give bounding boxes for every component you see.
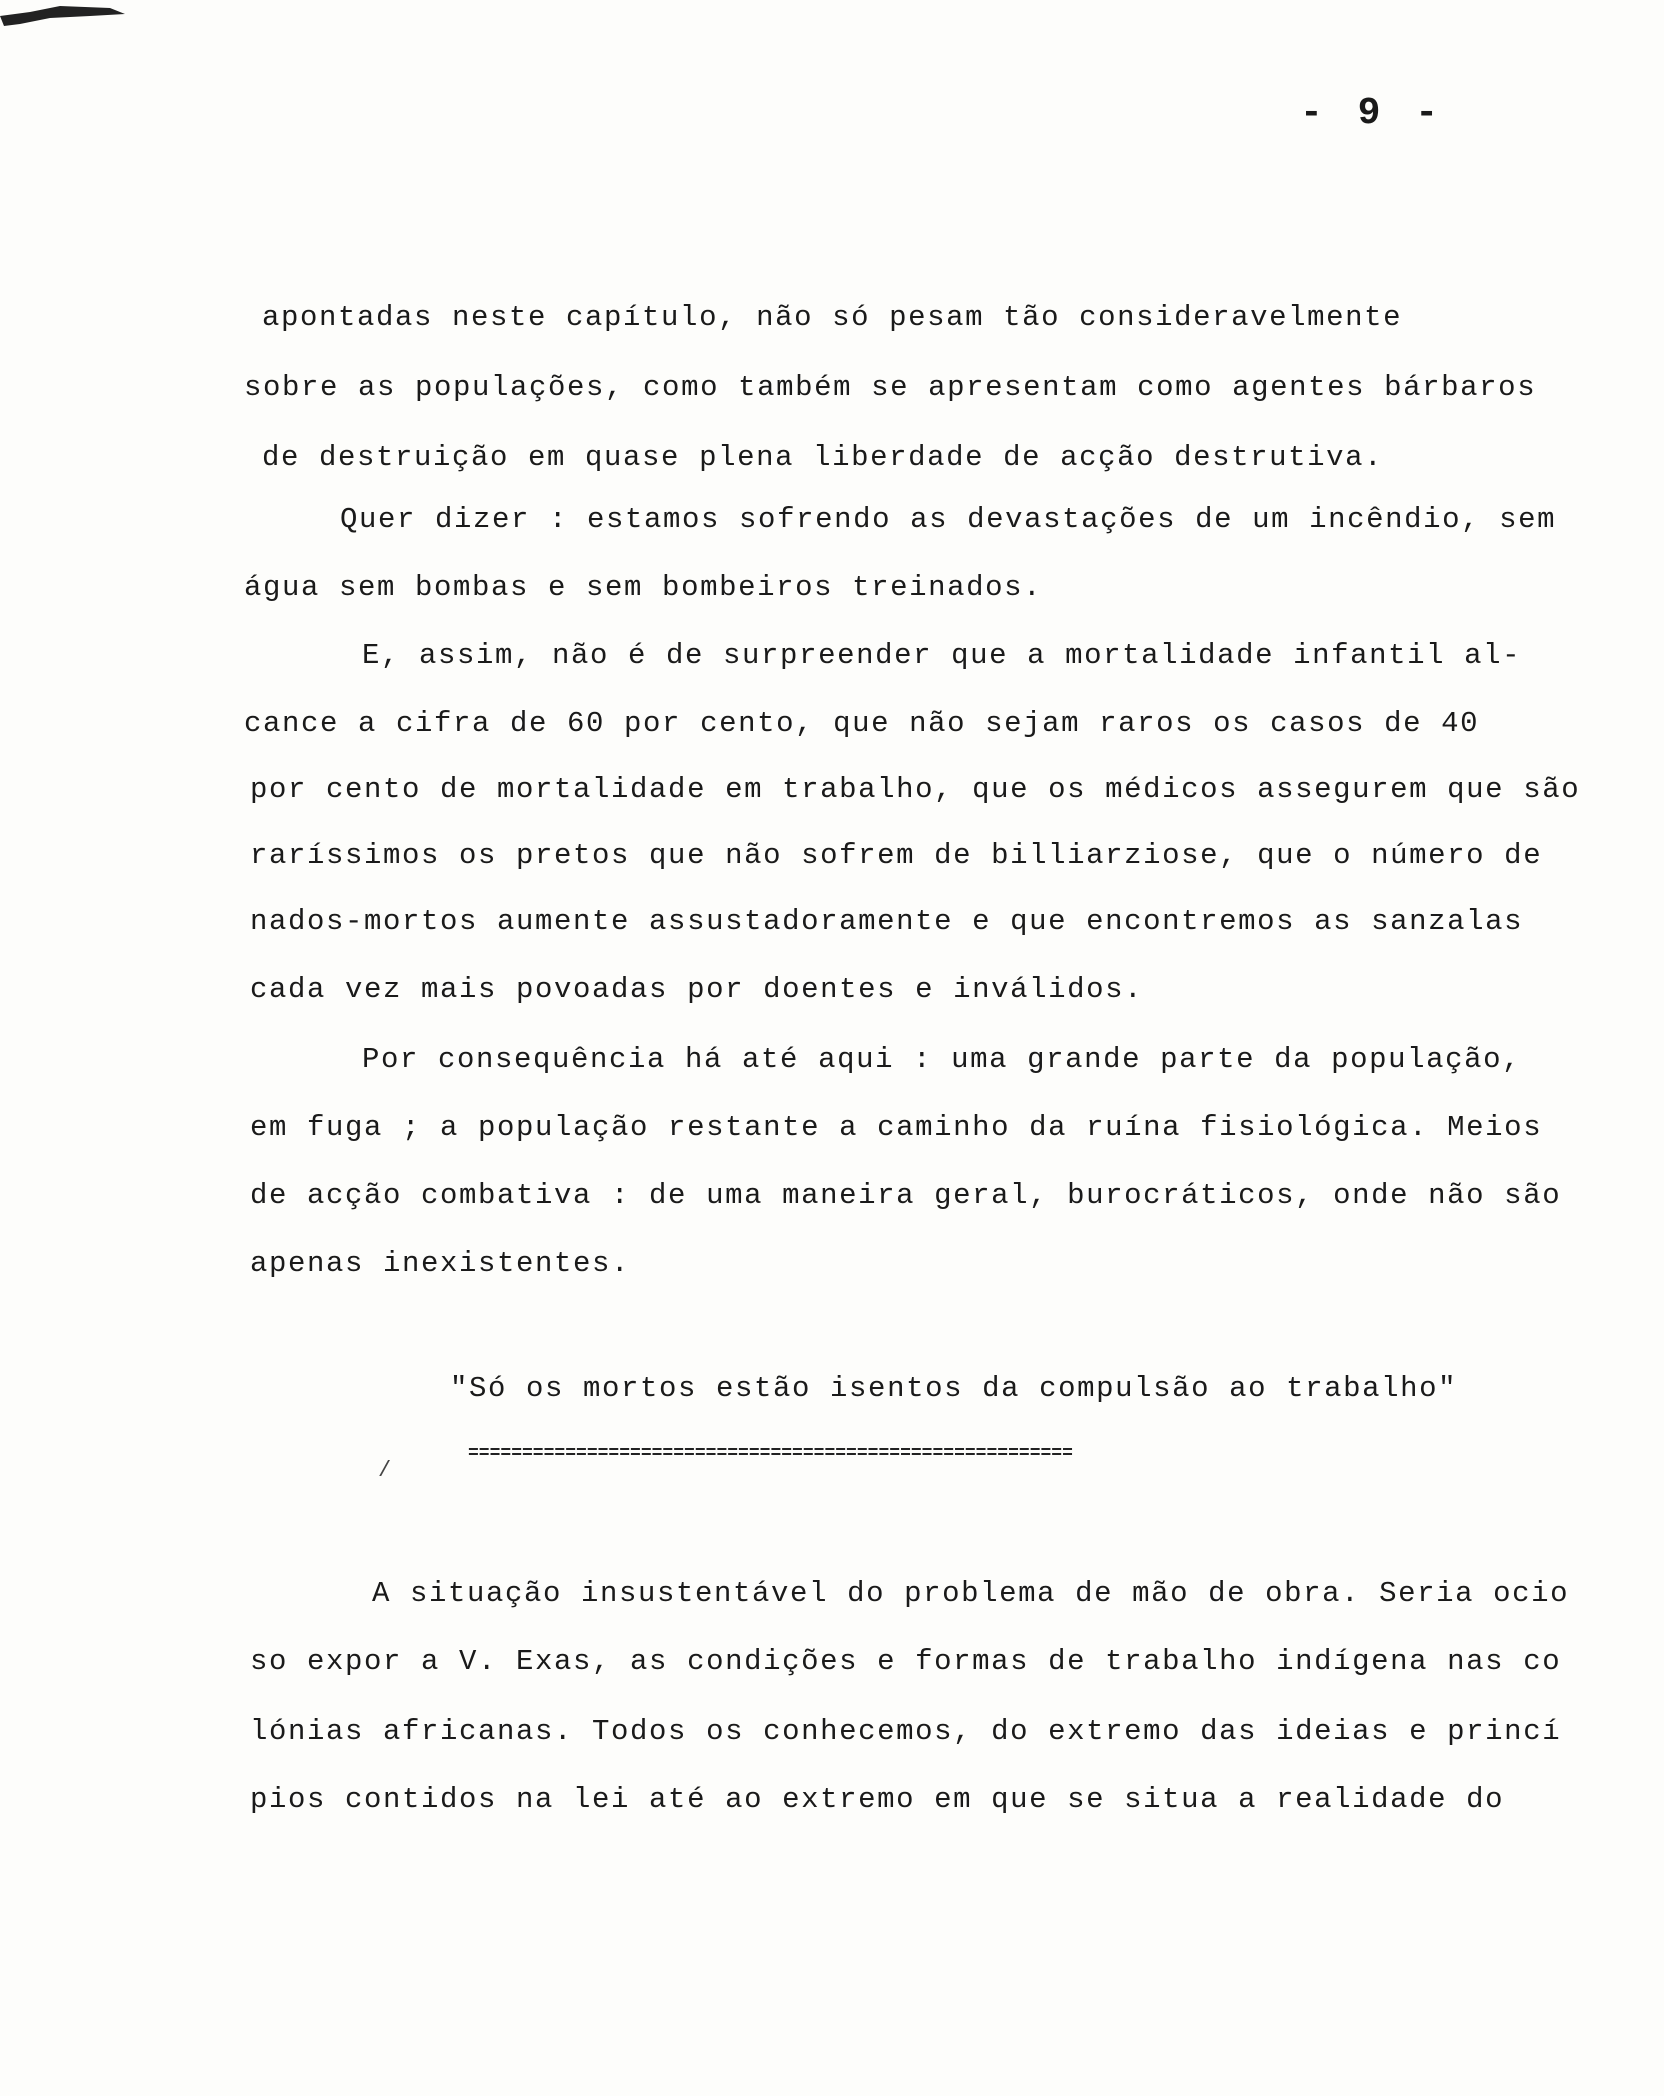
text-line: de destruição em quase plena liberdade de acção destrutiva. [262, 441, 1384, 474]
heading-underline: ======================================================== [468, 1444, 1073, 1464]
section-heading: "Só os mortos estão isentos da compulsão ao trabalho" [450, 1372, 1458, 1405]
text-line: so expor a V. Exas, as condições e formas de trabalho indígena nas co [250, 1645, 1562, 1678]
text-line: E, assim, não é de surpreender que a mortalidade infantil al- [362, 639, 1522, 672]
text-line: apenas inexistentes. [250, 1247, 631, 1280]
text-line: lónias africanas. Todos os conhecemos, do extremo das ideias e princí [250, 1715, 1562, 1748]
text-line: Por consequência há até aqui : uma grande parte da população, [362, 1043, 1522, 1076]
text-line: A situação insustentável do problema de mão de obra. Seria ocio [372, 1577, 1570, 1610]
text-line: Quer dizer : estamos sofrendo as devastações de um incêndio, sem [340, 503, 1557, 536]
text-line: raríssimos os pretos que não sofrem de billiarziose, que o número de [250, 839, 1543, 872]
stray-mark: / [378, 1458, 392, 1483]
text-line: por cento de mortalidade em trabalho, que os médicos assegurem que são [250, 773, 1581, 806]
text-line: sobre as populações, como também se apresentam como agentes bárbaros [244, 371, 1537, 404]
text-line: cance a cifra de 60 por cento, que não sejam raros os casos de 40 [244, 707, 1480, 740]
text-line: em fuga ; a população restante a caminho da ruína fisiológica. Meios [250, 1111, 1543, 1144]
text-line: água sem bombas e sem bombeiros treinados. [244, 571, 1043, 604]
page-number: - 9 - [1300, 92, 1445, 135]
text-line: cada vez mais povoadas por doentes e inválidos. [250, 973, 1144, 1006]
ink-smudge-mark [0, 0, 130, 40]
text-line: de acção combativa : de uma maneira geral, burocráticos, onde não são [250, 1179, 1562, 1212]
text-line: apontadas neste capítulo, não só pesam tão consideravelmente [262, 301, 1403, 334]
text-line: pios contidos na lei até ao extremo em que se situa a realidade do [250, 1783, 1505, 1816]
text-line: nados-mortos aumente assustadoramente e que encontremos as sanzalas [250, 905, 1524, 938]
